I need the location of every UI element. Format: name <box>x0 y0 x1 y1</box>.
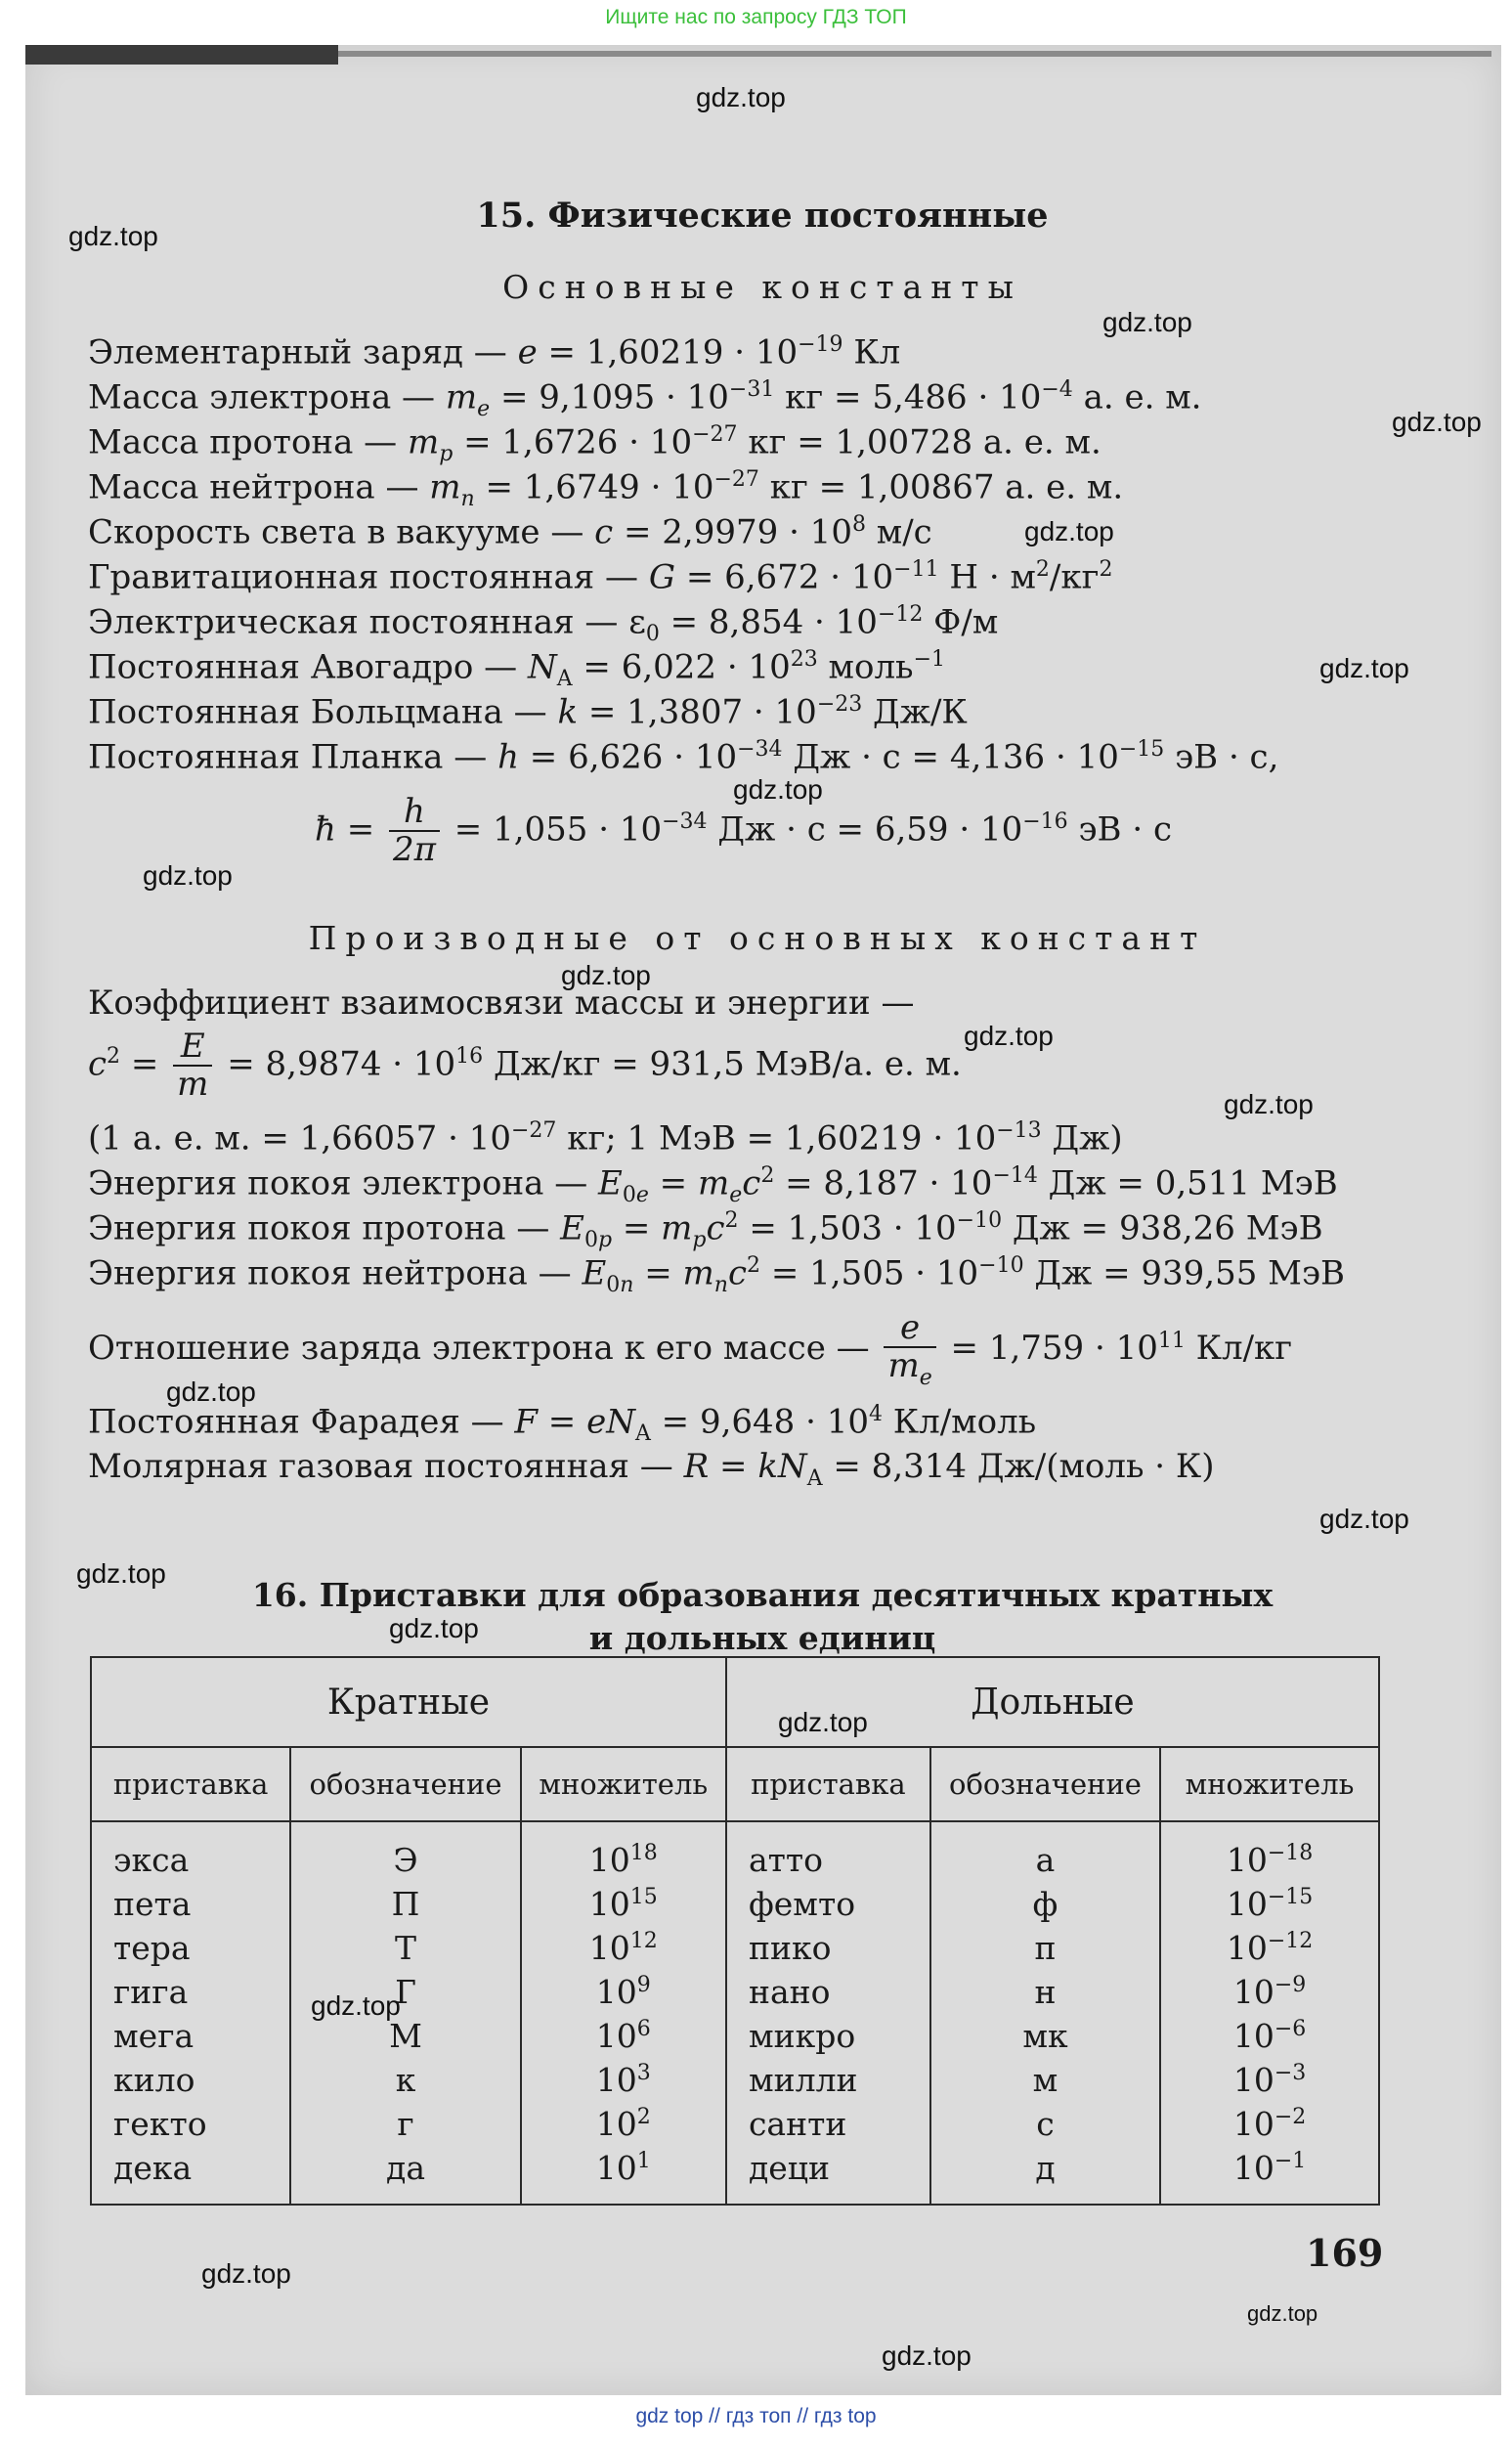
prefix-symbol: к <box>290 2058 520 2102</box>
prefix-name: пета <box>91 1882 290 1926</box>
prefix-factor: $10^9$ <box>521 1970 726 2014</box>
watermark: gdz.top <box>561 960 651 990</box>
bottom-links <box>0 2405 1512 2428</box>
col-symbol: обозначение <box>930 1747 1160 1821</box>
watermark: gdz.top <box>778 1707 868 1737</box>
watermark: gdz.top <box>1319 1504 1409 1534</box>
prefix-name: дека <box>91 2146 290 2205</box>
watermark: gdz.top <box>68 221 158 251</box>
prefix-symbol: П <box>290 1882 520 1926</box>
factor-exponent: −18 <box>1267 1841 1314 1865</box>
factor-exponent: 18 <box>629 1841 658 1865</box>
link-separator: // <box>709 2405 720 2427</box>
basic-constants-header: Основные константы <box>502 268 1022 306</box>
prefix-factor: $10^2$ <box>521 2102 726 2146</box>
section-16-title-line1: 16. Приставки для образования десятичных кратных <box>251 1576 1274 1614</box>
watermark: gdz.top <box>1102 307 1192 337</box>
col-prefix: приставка <box>91 1747 290 1821</box>
page-top-rule <box>25 45 338 65</box>
prefix-symbol: Г <box>290 1970 520 2014</box>
prefix-symbol: п <box>930 1926 1160 1970</box>
factor-exponent: 9 <box>636 1973 651 1997</box>
prefix-symbol: г <box>290 2102 520 2146</box>
prefix-factor: $10^{-15}$ <box>1160 1882 1379 1926</box>
prefix-factor: $10^3$ <box>521 2058 726 2102</box>
watermark: gdz.top <box>696 82 786 112</box>
watermark: gdz.top <box>1392 407 1482 437</box>
table-row <box>91 2102 1379 2146</box>
prefix-symbol: Э <box>290 1821 520 1882</box>
factor-exponent: −6 <box>1274 2017 1307 2041</box>
prefix-name: санти <box>726 2102 930 2146</box>
constant-reduced-planck: ħ = $\frac{h}{2\pi}$ = $1,055 \cdot 10^{-34}$ Дж · $с = 6,59 \cdot 10^{-16}$ эВ · с <box>315 792 1172 870</box>
prefix-name: гига <box>91 1970 290 2014</box>
prefix-name: деци <box>726 2146 930 2205</box>
group-fractional: Дольные <box>726 1657 1379 1747</box>
prefix-name: мега <box>91 2014 290 2058</box>
factor-exponent: −1 <box>1274 2149 1307 2173</box>
factor-exponent: −15 <box>1267 1885 1314 1909</box>
watermark: gdz.top <box>964 1021 1054 1051</box>
watermark: gdz.top <box>733 774 823 805</box>
unit-conversions: (1 а. е. м. = $1,66057 \cdot 10^{-27}$ кг; 1 МэВ = $1,60219 \cdot 10^{-13}$ Дж) <box>88 1118 1123 1158</box>
prefix-factor: $10^{-2}$ <box>1160 2102 1379 2146</box>
watermark: gdz.top <box>166 1376 256 1407</box>
prefix-factor: $10^{-12}$ <box>1160 1926 1379 1970</box>
constant-boltzmann: Постоянная Больцмана — $k = 1,3807 \cdot 10^{-23}$ Дж/К <box>88 692 968 732</box>
prefix-factor: $10^1$ <box>521 2146 726 2205</box>
prefix-name: тера <box>91 1926 290 1970</box>
prefix-factor: $10^{-18}$ <box>1160 1821 1379 1882</box>
constant-proton-mass: Масса протона — $m_p = 1,6726 \cdot 10^{-27}$ кг = 1,00728 а. е. м. <box>88 422 1102 467</box>
col-factor: множитель <box>1160 1747 1379 1821</box>
prefix-factor: $10^{12}$ <box>521 1926 726 1970</box>
mass-energy-coefficient: $c^2$ = $\frac{E}{m}$ = $8,9874 \cdot 10^{16}$ Дж/кг = 931,5 МэВ/а. е. м. <box>88 1027 962 1105</box>
constant-avogadro: Постоянная Авогадро — $N_A = 6,022 \cdot 10^{23}$ моль$^{-1}$ <box>88 647 946 692</box>
prefix-symbol: а <box>930 1821 1160 1882</box>
prefix-name: микро <box>726 2014 930 2058</box>
prefix-factor: $10^{18}$ <box>521 1821 726 1882</box>
watermark: gdz.top <box>76 1558 166 1589</box>
prefix-factor: $10^{-3}$ <box>1160 2058 1379 2102</box>
prefix-name: милли <box>726 2058 930 2102</box>
prefix-symbol: М <box>290 2014 520 2058</box>
table-row <box>91 1970 1379 2014</box>
factor-exponent: 2 <box>636 2105 651 2129</box>
table-row <box>91 1821 1379 1882</box>
col-symbol: обозначение <box>290 1747 520 1821</box>
factor-exponent: 1 <box>636 2149 651 2173</box>
prefix-factor: $10^{-1}$ <box>1160 2146 1379 2205</box>
prefix-symbol: да <box>290 2146 520 2205</box>
prefix-name: фемто <box>726 1882 930 1926</box>
molar-gas-constant: Молярная газовая постоянная — $R = kN_A = 8,314$ Дж/(моль · К) <box>88 1447 1215 1491</box>
derived-constants-header: Производные от основных констант <box>308 919 1207 957</box>
electron-rest-energy: Энергия покоя электрона — $E_{0e} = m_ec^2 = 8,187 \cdot 10^{-14}$ Дж = 0,511 МэВ <box>88 1163 1338 1208</box>
constant-electron-mass: Масса электрона — $m_e = 9,1095 \cdot 10^{-31}$ кг = $5,486 \cdot 10^{-4}$ а. е. м. <box>88 377 1202 422</box>
factor-exponent: 6 <box>636 2017 651 2041</box>
top-banner-link[interactable]: Ищите нас по запросу ГДЗ ТОП <box>605 6 907 28</box>
table-row <box>91 2146 1379 2205</box>
watermark: gdz.top <box>311 1990 401 2021</box>
factor-exponent: −3 <box>1274 2061 1307 2085</box>
factor-exponent: 12 <box>629 1929 658 1953</box>
prefix-symbol: с <box>930 2102 1160 2146</box>
prefix-factor: $10^{15}$ <box>521 1882 726 1926</box>
group-multiple: Кратные <box>91 1657 726 1747</box>
constant-speed-of-light: Скорость света в вакууме — $c = 2,9979 \cdot 10^8$ м/с <box>88 512 932 552</box>
factor-exponent: −12 <box>1267 1929 1314 1953</box>
prefix-factor: $10^{-6}$ <box>1160 2014 1379 2058</box>
prefix-symbol: ф <box>930 1882 1160 1926</box>
mass-energy-coefficient-label: Коэффициент взаимосвязи массы и энергии — <box>88 983 915 1023</box>
prefix-symbol: н <box>930 1970 1160 2014</box>
proton-rest-energy: Энергия покоя протона — $E_{0p} = m_pc^2 = 1,503 \cdot 10^{-10}$ Дж = 938,26 МэВ <box>88 1208 1323 1253</box>
neutron-rest-energy: Энергия покоя нейтрона — $E_{0n} = m_nc^2 = 1,505 \cdot 10^{-10}$ Дж = 939,55 МэВ <box>88 1253 1346 1298</box>
bottom-link[interactable]: gdz top <box>635 2405 704 2427</box>
prefix-name: кило <box>91 2058 290 2102</box>
faraday-constant: Постоянная Фарадея — $F = eN_A = 9,648 \cdot 10^4$ Кл/моль <box>88 1402 1037 1447</box>
electron-charge-to-mass: Отношение заряда электрона к его массе — $\frac{e}{m_e}$ = $1,759 \cdot 10^{11}$ Кл/кг <box>88 1308 1293 1391</box>
factor-exponent: 3 <box>636 2061 651 2085</box>
prefix-factor: $10^{-9}$ <box>1160 1970 1379 2014</box>
prefix-name: экса <box>91 1821 290 1882</box>
prefix-name: гекто <box>91 2102 290 2146</box>
bottom-link[interactable]: гдз top <box>813 2405 877 2427</box>
bottom-link[interactable]: гдз топ <box>725 2405 792 2427</box>
watermark: gdz.top <box>882 2340 972 2371</box>
watermark: gdz.top <box>143 860 233 891</box>
prefix-symbol: Т <box>290 1926 520 1970</box>
table-row <box>91 2058 1379 2102</box>
constant-planck: Постоянная Планка — $h = 6,626 \cdot 10^{-34}$ Дж · $с = 4,136 \cdot 10^{-15}$ эВ · с, <box>88 737 1279 777</box>
factor-exponent: −2 <box>1274 2105 1307 2129</box>
page-number: 169 <box>1306 2231 1384 2275</box>
constant-neutron-mass: Масса нейтрона — $m_n = 1,6749 \cdot 10^{-27}$ кг = 1,00867 а. е. м. <box>88 467 1124 512</box>
prefix-symbol: д <box>930 2146 1160 2205</box>
constant-elementary-charge: Элементарный заряд — $e = 1,60219 \cdot 10^{-19}$ Кл <box>88 332 901 372</box>
section-16-title-line2: и дольных единиц <box>588 1619 936 1657</box>
prefix-factor: $10^6$ <box>521 2014 726 2058</box>
watermark: gdz.top <box>389 1613 479 1643</box>
table-row <box>91 2014 1379 2058</box>
page-top-rule-thin <box>338 51 1491 57</box>
constant-electric: Электрическая постоянная — $\varepsilon_0 = 8,854 \cdot 10^{-12}$ Ф/м <box>88 602 999 647</box>
constant-gravitational: Гравитационная постоянная — $G = 6,672 \cdot 10^{-11}$ $Н \cdot м^2/кг^2$ <box>88 557 1113 597</box>
prefix-name: пико <box>726 1926 930 1970</box>
prefix-symbol: мк <box>930 2014 1160 2058</box>
table-row <box>91 1926 1379 1970</box>
prefix-table <box>90 1656 1380 2206</box>
watermark: gdz.top <box>1319 653 1409 683</box>
section-15-title: 15. Физические постоянные <box>476 196 1049 236</box>
watermark: gdz.top <box>201 2258 291 2289</box>
factor-exponent: 15 <box>629 1885 658 1909</box>
col-factor: множитель <box>521 1747 726 1821</box>
prefix-name: атто <box>726 1821 930 1882</box>
prefix-name: нано <box>726 1970 930 2014</box>
table-row <box>91 1882 1379 1926</box>
watermark: gdz.top <box>1224 1089 1314 1119</box>
factor-exponent: −9 <box>1274 1973 1307 1997</box>
watermark: gdz.top <box>1024 516 1114 546</box>
link-separator: // <box>797 2405 809 2427</box>
prefix-symbol: м <box>930 2058 1160 2102</box>
watermark: gdz.top <box>1247 2301 1318 2326</box>
col-prefix: приставка <box>726 1747 930 1821</box>
